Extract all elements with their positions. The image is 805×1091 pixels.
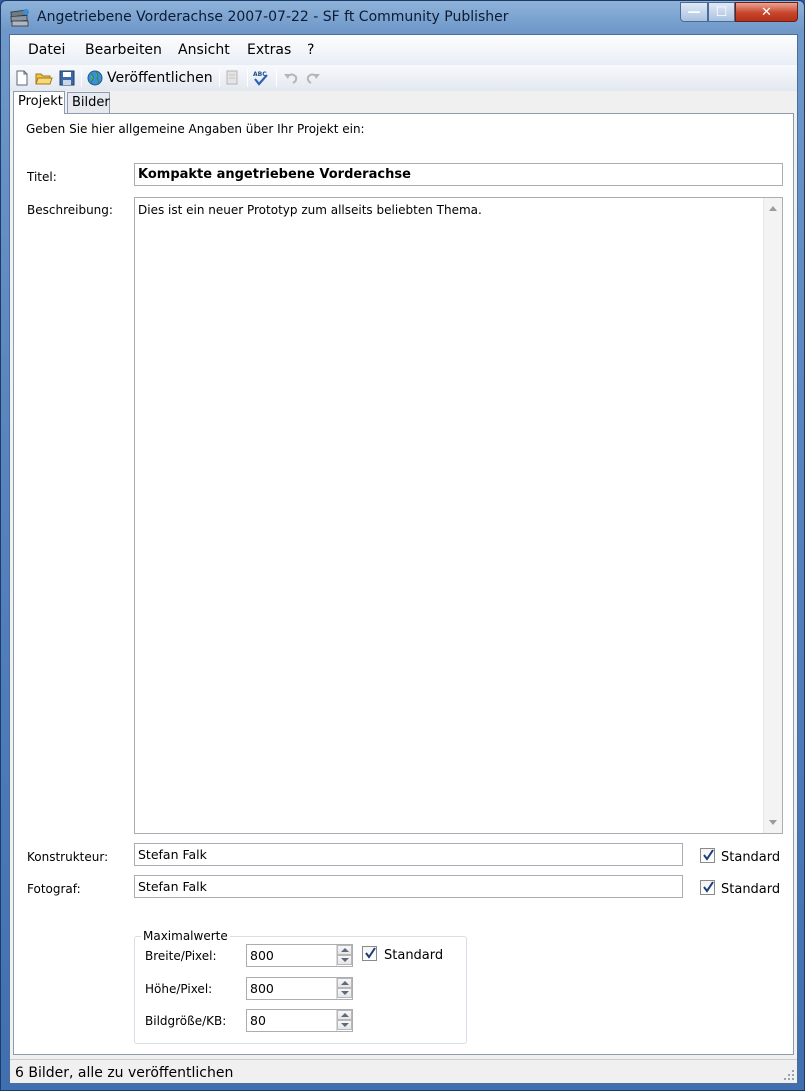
menu-bar (10, 35, 797, 65)
new-document-icon[interactable] (13, 69, 31, 87)
app-icon[interactable] (9, 8, 31, 28)
minimize-icon: — (687, 4, 701, 20)
menu-help[interactable]: ? (307, 42, 315, 58)
menu-bearbeiten[interactable]: Bearbeiten (85, 42, 162, 58)
status-bar (10, 1059, 797, 1083)
check-mark-icon (364, 947, 376, 959)
check-mark-icon (702, 881, 714, 893)
tab-projekt[interactable] (13, 91, 65, 114)
designer-label: Konstrukteur: (27, 850, 109, 864)
tab-bilder-label: Bilder (72, 95, 110, 110)
height-label: Höhe/Pixel: (145, 982, 213, 996)
intro-text: Geben Sie hier allgemeine Angaben über Ihr Projekt ein: (26, 122, 365, 136)
photographer-standard-checkbox[interactable] (700, 880, 715, 895)
spin-down-icon[interactable] (337, 1020, 352, 1030)
width-value[interactable]: 800 (250, 948, 274, 963)
menu-ansicht[interactable]: Ansicht (178, 42, 230, 58)
title-label: Titel: (27, 170, 57, 184)
designer-input[interactable]: Stefan Falk (134, 843, 683, 866)
size-spinner[interactable] (246, 1009, 353, 1032)
limits-group-title: Maximalwerte (143, 929, 228, 943)
tab-projekt-label: Projekt (18, 94, 63, 109)
width-standard-checkbox[interactable] (362, 946, 377, 961)
toolbar-separator (81, 69, 82, 87)
page-icon[interactable] (223, 69, 241, 87)
menu-extras[interactable]: Extras (247, 42, 292, 58)
size-label: Bildgröße/KB: (145, 1014, 227, 1028)
spin-down-icon[interactable] (337, 988, 352, 998)
spin-down-icon[interactable] (337, 955, 352, 965)
status-text: 6 Bilder, alle zu veröffentlichen (15, 1065, 234, 1081)
photographer-standard-label[interactable]: Standard (721, 882, 781, 897)
minimize-button[interactable] (680, 2, 708, 22)
height-spinner[interactable] (246, 977, 353, 1000)
description-text: Dies ist ein neuer Prototyp zum allseits beliebten Thema. (138, 203, 482, 217)
width-spinner-buttons (336, 945, 352, 966)
description-scrollbar[interactable] (763, 198, 782, 833)
scroll-down-icon[interactable] (769, 820, 777, 825)
maximize-button[interactable] (708, 2, 735, 22)
spellcheck-icon[interactable] (252, 69, 270, 87)
undo-icon[interactable] (282, 69, 300, 87)
tab-strip (10, 92, 797, 114)
scroll-up-icon[interactable] (769, 206, 777, 211)
spin-up-icon[interactable] (337, 1010, 352, 1020)
size-value[interactable]: 80 (250, 1013, 266, 1028)
designer-standard-checkbox[interactable] (700, 848, 715, 863)
publish-button[interactable]: Veröffentlichen (107, 70, 213, 86)
photographer-label: Fotograf: (27, 882, 81, 896)
width-label: Breite/Pixel: (145, 949, 217, 963)
open-folder-icon[interactable] (35, 69, 53, 87)
resize-grip-icon[interactable] (783, 1069, 795, 1081)
window-title: Angetriebene Vorderachse 2007-07-22 - SF ft Community Publisher (37, 9, 509, 25)
toolbar (10, 65, 797, 91)
toolbar-separator (247, 69, 248, 87)
maximize-icon: ☐ (715, 4, 728, 20)
toolbar-separator (276, 69, 277, 87)
tab-bilder[interactable] (67, 92, 110, 113)
globe-publish-icon[interactable] (86, 69, 104, 87)
toolbar-separator (219, 69, 220, 87)
title-input[interactable]: Kompakte angetriebene Vorderachse (134, 163, 783, 186)
menu-datei[interactable]: Datei (28, 42, 66, 58)
save-icon[interactable] (58, 69, 76, 87)
size-spinner-buttons (336, 1010, 352, 1031)
width-spinner[interactable] (246, 944, 353, 967)
designer-standard-label[interactable]: Standard (721, 850, 781, 865)
spin-up-icon[interactable] (337, 945, 352, 955)
close-button[interactable] (735, 2, 798, 22)
close-icon: ✕ (761, 4, 772, 20)
title-bar[interactable] (1, 1, 804, 33)
spin-up-icon[interactable] (337, 978, 352, 988)
height-value[interactable]: 800 (250, 981, 274, 996)
client-area (9, 34, 798, 1084)
check-mark-icon (702, 849, 714, 861)
project-panel (13, 113, 794, 1055)
height-spinner-buttons (336, 978, 352, 999)
description-label: Beschreibung: (27, 203, 113, 217)
photographer-input[interactable]: Stefan Falk (134, 875, 683, 898)
redo-icon[interactable] (304, 69, 322, 87)
svg-text:ABC: ABC (253, 71, 267, 78)
description-textarea[interactable] (134, 197, 783, 834)
width-standard-label[interactable]: Standard (384, 948, 444, 963)
